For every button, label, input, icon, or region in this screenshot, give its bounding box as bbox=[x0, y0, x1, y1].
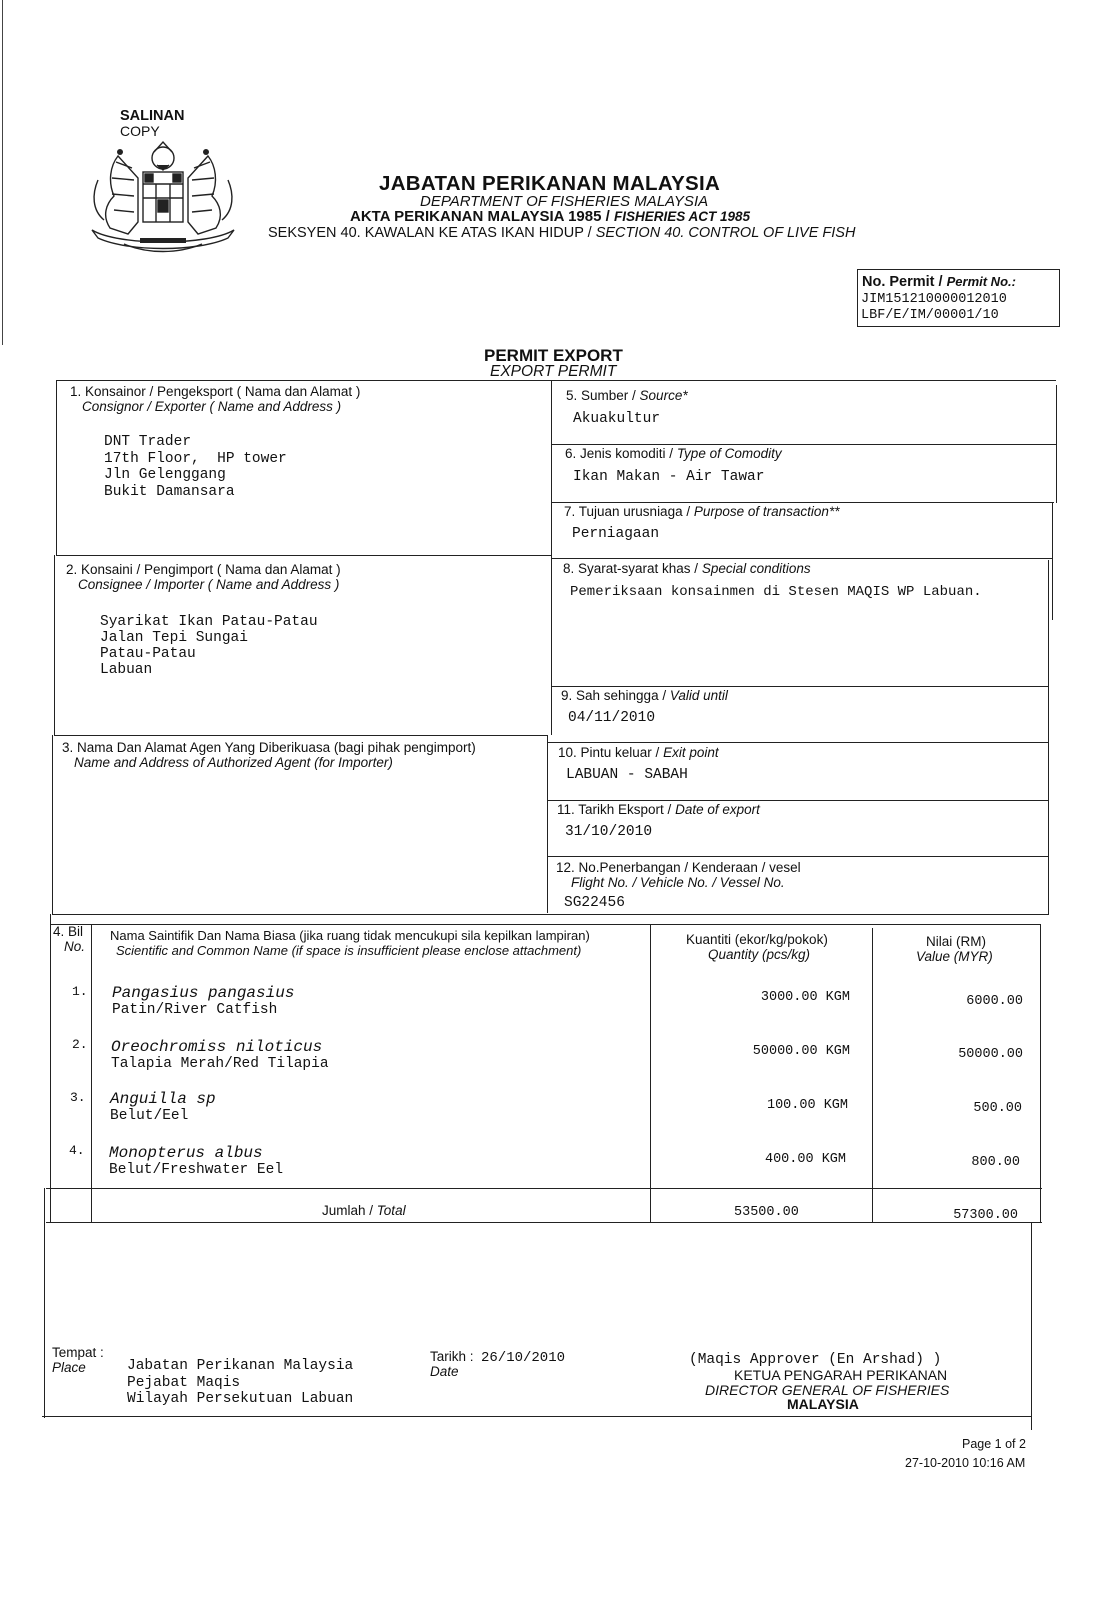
row-scientific-name: Oreochromiss niloticus bbox=[111, 1038, 323, 1056]
row-quantity: 400.00 KGM bbox=[764, 1152, 846, 1167]
row-quantity: 50000.00 KGM bbox=[752, 1044, 850, 1059]
consignee-address: Syarikat Ikan Patau-Patau Jalan Tepi Sungai Patau-Patau Labuan bbox=[100, 614, 318, 678]
act-line bbox=[350, 208, 750, 225]
form-left-border-b bbox=[54, 555, 55, 735]
commodity-label: 6. Jenis komoditi / Type of Comodity bbox=[565, 446, 782, 461]
scan-edge bbox=[2, 0, 3, 345]
table-header-top bbox=[50, 924, 1040, 925]
form-left-border-c bbox=[52, 735, 53, 915]
signatory-title-malay: KETUA PENGARAH PERIKANAN bbox=[734, 1367, 948, 1383]
act-malay: AKTA PERIKANAN MALAYSIA 1985 / bbox=[350, 208, 610, 225]
purpose-value: Perniagaan bbox=[572, 526, 660, 542]
divider-7-8 bbox=[551, 558, 1052, 559]
signatory-country: MALAYSIA bbox=[787, 1396, 859, 1412]
dept-title-malay: JABATAN PERIKANAN MALAYSIA bbox=[379, 172, 721, 195]
table-left-border bbox=[50, 914, 51, 1222]
dept-title-english: DEPARTMENT OF FISHERIES MALAYSIA bbox=[420, 193, 709, 210]
row-scientific-name: Anguilla sp bbox=[110, 1090, 216, 1108]
signatory-title-english: DIRECTOR GENERAL OF FISHERIES bbox=[705, 1382, 950, 1398]
date-value: 26/10/2010 bbox=[481, 1350, 566, 1366]
print-timestamp: 27-10-2010 10:16 AM bbox=[905, 1456, 1026, 1470]
permit-title-malay: PERMIT EXPORT bbox=[484, 346, 623, 365]
source-label: 5. Sumber / Source* bbox=[566, 388, 688, 403]
divider-5-6 bbox=[551, 444, 1056, 445]
row-no: 2. bbox=[72, 1037, 88, 1052]
table-col-name-divider bbox=[650, 924, 651, 1222]
place-label-english: Place bbox=[52, 1360, 86, 1375]
permit-title-english: EXPORT PERMIT bbox=[490, 363, 617, 380]
consignor-label-malay: 1. Konsainor / Pengeksport ( Nama dan Alamat ) bbox=[70, 384, 361, 399]
footer-left-border bbox=[44, 1188, 45, 1418]
coat-of-arms-emblem bbox=[88, 138, 238, 258]
col-value-malay: Nilai (RM) bbox=[926, 934, 986, 949]
divider-8-9 bbox=[551, 686, 1048, 687]
date-label-malay: Tarikh : bbox=[430, 1349, 474, 1364]
flight-value: SG22456 bbox=[564, 895, 625, 911]
col-no-malay: 4. Bil bbox=[53, 924, 84, 939]
flight-label-english: Flight No. / Vehicle No. / Vessel No. bbox=[571, 875, 785, 890]
total-quantity: 53500.00 bbox=[734, 1205, 799, 1220]
divider-6-7 bbox=[551, 502, 1054, 503]
row-scientific-name: Monopterus albus bbox=[109, 1144, 263, 1162]
right-border-a bbox=[1056, 385, 1057, 503]
source-value: Akuakultur bbox=[573, 411, 661, 427]
row-common-name: Patin/River Catfish bbox=[112, 1002, 278, 1018]
section-malay: SEKSYEN 40. KAWALAN KE ATAS IKAN HIDUP / bbox=[268, 225, 592, 241]
permit-number-line2: LBF/E/IM/00001/10 bbox=[861, 308, 999, 323]
export-date-label: 11. Tarikh Eksport / Date of export bbox=[557, 802, 760, 817]
col-qty-malay: Kuantiti (ekor/kg/pokok) bbox=[686, 932, 828, 947]
export-date-value: 31/10/2010 bbox=[565, 824, 653, 840]
table-total-top bbox=[46, 1188, 1042, 1189]
row-no: 1. bbox=[72, 984, 88, 999]
form-middle-divider-b bbox=[547, 735, 548, 913]
copy-label: COPY bbox=[120, 123, 160, 139]
footer-bottom-border bbox=[42, 1416, 1032, 1417]
page-number: Page 1 of 2 bbox=[962, 1437, 1026, 1451]
valid-until-label: 9. Sah sehingga / Valid until bbox=[561, 688, 728, 703]
agent-label-malay: 3. Nama Dan Alamat Agen Yang Diberikuasa (bagi pihak pengimport) bbox=[62, 740, 476, 755]
divider-1-2 bbox=[56, 555, 551, 556]
consignor-label-english: Consignor / Exporter ( Name and Address ) bbox=[82, 399, 342, 414]
row-value: 500.00 bbox=[973, 1101, 1022, 1116]
section-line bbox=[268, 225, 855, 241]
row-quantity: 3000.00 KGM bbox=[760, 990, 850, 1005]
form-left-border-a bbox=[56, 380, 57, 555]
col-no-english: No. bbox=[64, 939, 86, 954]
conditions-label: 8. Syarat-syarat khas / Special conditions bbox=[563, 561, 811, 576]
valid-until-value: 04/11/2010 bbox=[568, 710, 656, 726]
purpose-label: 7. Tujuan urusniaga / Purpose of transaction** bbox=[564, 504, 840, 519]
place-label-malay: Tempat : bbox=[52, 1345, 104, 1360]
approver-name: (Maqis Approver (En Arshad) ) bbox=[689, 1352, 942, 1368]
row-no: 4. bbox=[69, 1143, 85, 1158]
row-no: 3. bbox=[70, 1090, 86, 1105]
row-quantity: 100.00 KGM bbox=[766, 1098, 848, 1113]
act-english: FISHERIES ACT 1985 bbox=[613, 209, 750, 224]
commodity-value: Ikan Makan - Air Tawar bbox=[573, 469, 765, 485]
flight-label-malay: 12. No.Penerbangan / Kenderaan / vesel bbox=[556, 860, 801, 875]
row-value: 50000.00 bbox=[958, 1047, 1023, 1062]
total-value: 57300.00 bbox=[953, 1208, 1018, 1223]
divider-10-11 bbox=[547, 800, 1048, 801]
total-label: Jumlah / Total bbox=[322, 1203, 406, 1218]
table-col-no-divider bbox=[91, 924, 92, 1222]
right-border-c bbox=[1048, 560, 1049, 915]
form-top-border bbox=[56, 380, 1056, 381]
consignor-address: DNT Trader 17th Floor, HP tower Jln Gelenggang Bukit Damansara bbox=[104, 434, 287, 500]
col-value-english: Value (MYR) bbox=[916, 949, 993, 964]
col-qty-english: Quantity (pcs/kg) bbox=[708, 947, 811, 962]
footer-right-border bbox=[1031, 1222, 1032, 1430]
table-right-border bbox=[1040, 924, 1041, 1222]
place-value: Jabatan Perikanan Malaysia Pejabat Maqis Wilayah Persekutuan Labuan bbox=[127, 1358, 354, 1407]
consignee-label-english: Consignee / Importer ( Name and Address ) bbox=[78, 577, 340, 592]
divider-2-3 bbox=[54, 735, 547, 736]
col-name-malay: Nama Saintifik Dan Nama Biasa (jika ruang tidak mencukupi sila kepilkan lampiran) bbox=[110, 928, 590, 943]
row-value: 800.00 bbox=[971, 1155, 1020, 1170]
agent-label-english: Name and Address of Authorized Agent (for Importer) bbox=[74, 755, 393, 770]
divider-9-10 bbox=[547, 742, 1048, 743]
permit-number-box bbox=[857, 269, 1060, 327]
exit-point-label: 10. Pintu keluar / Exit point bbox=[558, 745, 719, 760]
salinan-label: SALINAN bbox=[120, 108, 185, 124]
row-common-name: Talapia Merah/Red Tilapia bbox=[111, 1056, 329, 1072]
row-scientific-name: Pangasius pangasius bbox=[112, 984, 295, 1002]
divider-11-12 bbox=[547, 856, 1048, 857]
form-grid-bottom bbox=[52, 914, 1048, 915]
table-col-qty-divider bbox=[872, 928, 873, 1222]
section-english: SECTION 40. CONTROL OF LIVE FISH bbox=[595, 225, 856, 241]
row-common-name: Belut/Freshwater Eel bbox=[109, 1162, 284, 1178]
right-border-b bbox=[1052, 503, 1053, 620]
col-name-english: Scientific and Common Name (if space is insufficient please enclose attachment) bbox=[116, 943, 582, 958]
permit-number-label: No. Permit / Permit No.: bbox=[862, 274, 1016, 290]
row-common-name: Belut/Eel bbox=[110, 1108, 189, 1124]
exit-point-value: LABUAN - SABAH bbox=[566, 767, 688, 783]
permit-number-line1: JIM151210000012010 bbox=[861, 292, 1007, 307]
consignee-label-malay: 2. Konsaini / Pengimport ( Nama dan Alamat ) bbox=[66, 562, 341, 577]
conditions-value: Pemeriksaan konsainmen di Stesen MAQIS WP Labuan. bbox=[570, 584, 982, 600]
date-label-english: Date bbox=[430, 1364, 459, 1379]
row-value: 6000.00 bbox=[966, 994, 1023, 1009]
